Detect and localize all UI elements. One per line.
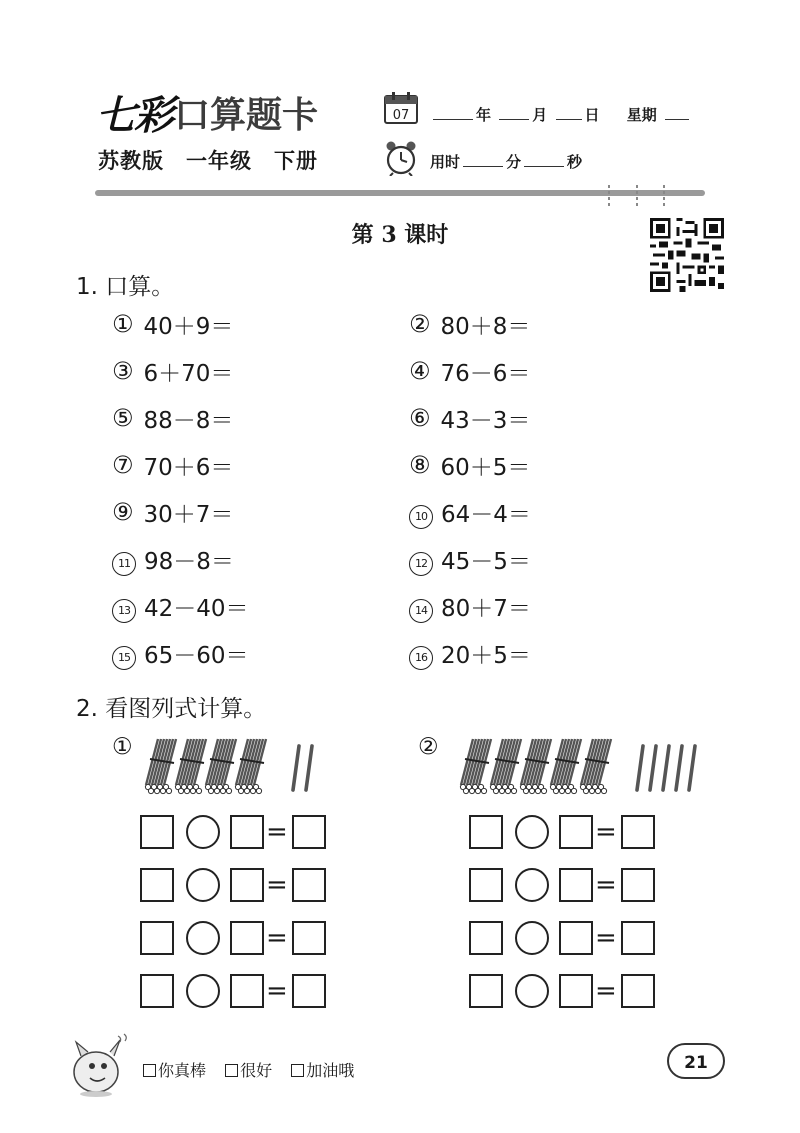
problem-item — [409, 594, 531, 624]
equals-sign: = — [266, 976, 288, 1006]
month-blank[interactable] — [499, 105, 529, 120]
problem-item — [409, 500, 531, 530]
problem-index: 13 — [112, 599, 136, 623]
operator-circle[interactable] — [515, 921, 549, 955]
month-label: 月 — [532, 106, 548, 124]
problem-index: 12 — [409, 552, 433, 576]
problem-index: ⑤ — [112, 404, 134, 432]
answer-box[interactable] — [140, 815, 174, 849]
answer-box[interactable] — [469, 921, 503, 955]
problem-expression: 30＋7＝ — [143, 502, 234, 528]
problem-expression: 43－3＝ — [440, 408, 531, 434]
problem-index: ⑦ — [112, 451, 134, 479]
equals-sign: = — [595, 870, 617, 900]
operator-circle[interactable] — [186, 921, 220, 955]
calendar-icon — [383, 91, 419, 125]
problem-item — [409, 641, 531, 671]
problem-index: ④ — [409, 357, 431, 385]
problem-expression: 70＋6＝ — [143, 455, 234, 481]
problem-index: ③ — [112, 357, 134, 385]
page-number: 21 — [667, 1043, 725, 1079]
problem-item — [112, 312, 233, 342]
result-box[interactable] — [621, 974, 655, 1008]
part-index: ② — [418, 734, 439, 760]
single-stick-icon — [660, 744, 672, 792]
answer-box[interactable] — [140, 921, 174, 955]
problem-index: ① — [112, 310, 134, 338]
qr-code-icon — [650, 218, 724, 292]
problem-index: ⑥ — [409, 404, 431, 432]
time-fields — [430, 151, 582, 172]
operator-circle[interactable] — [515, 815, 549, 849]
problem-index: ② — [409, 310, 431, 338]
part-index: ① — [112, 734, 133, 760]
problem-index: ⑨ — [112, 498, 134, 526]
section-1-title: 1. 口算。 — [76, 274, 175, 300]
eval-option[interactable] — [143, 1061, 206, 1080]
minutes-blank[interactable] — [463, 152, 503, 167]
answer-box[interactable] — [559, 974, 593, 1008]
answer-box[interactable] — [469, 868, 503, 902]
single-stick-icon — [303, 744, 315, 792]
equals-sign: = — [266, 870, 288, 900]
problem-item — [112, 453, 233, 483]
problem-expression: 64－4＝ — [441, 502, 531, 528]
eval-label: 你真棒 — [158, 1061, 207, 1080]
answer-box[interactable] — [230, 974, 264, 1008]
seconds-blank[interactable] — [524, 152, 564, 167]
problem-item — [112, 359, 233, 389]
brand-logo — [96, 92, 318, 138]
equals-sign: = — [595, 976, 617, 1006]
alarm-clock-icon — [383, 140, 419, 176]
time-used-label: 用时 — [430, 153, 461, 171]
mascot-icon — [66, 1030, 134, 1098]
result-box[interactable] — [292, 974, 326, 1008]
answer-box[interactable] — [559, 815, 593, 849]
equals-sign: = — [266, 923, 288, 953]
problem-expression: 65－60＝ — [144, 643, 249, 669]
problem-item — [409, 359, 530, 389]
problem-item — [409, 547, 531, 577]
header-divider — [95, 190, 705, 196]
problem-expression: 98－8＝ — [144, 549, 234, 575]
result-box[interactable] — [621, 921, 655, 955]
checkbox[interactable] — [291, 1064, 304, 1077]
problem-item — [409, 406, 530, 436]
answer-box[interactable] — [469, 974, 503, 1008]
problem-index: 16 — [409, 646, 433, 670]
year-blank[interactable] — [433, 105, 473, 120]
problem-expression: 20＋5＝ — [441, 643, 531, 669]
checkbox[interactable] — [143, 1064, 156, 1077]
problem-item — [409, 453, 530, 483]
eval-label: 很好 — [240, 1061, 273, 1080]
single-stick-icon — [673, 744, 685, 792]
problem-expression: 42－40＝ — [144, 596, 249, 622]
section-2-title: 2. 看图列式计算。 — [76, 696, 267, 722]
answer-box[interactable] — [469, 815, 503, 849]
problem-index: 14 — [409, 599, 433, 623]
stick-bundle-icon — [577, 735, 617, 795]
answer-box[interactable] — [230, 868, 264, 902]
single-stick-icon — [290, 744, 302, 792]
eval-option[interactable] — [225, 1061, 272, 1080]
operator-circle[interactable] — [186, 815, 220, 849]
problem-expression: 6＋70＝ — [143, 361, 234, 387]
seconds-label: 秒 — [567, 153, 583, 171]
divider-knot — [607, 185, 611, 207]
result-box[interactable] — [621, 815, 655, 849]
self-evaluation — [143, 1058, 368, 1081]
day-label: 日 — [584, 106, 600, 124]
single-stick-icon — [634, 744, 646, 792]
result-box[interactable] — [292, 815, 326, 849]
lesson-title: 第 3 课时 — [351, 222, 449, 248]
single-stick-icon — [647, 744, 659, 792]
result-box[interactable] — [621, 868, 655, 902]
operator-circle[interactable] — [515, 868, 549, 902]
weekday-blank[interactable] — [665, 105, 689, 120]
minutes-label: 分 — [506, 153, 522, 171]
answer-box[interactable] — [230, 815, 264, 849]
operator-circle[interactable] — [186, 868, 220, 902]
eval-option[interactable] — [291, 1061, 354, 1080]
brand-qicai: 七彩 — [96, 92, 172, 139]
answer-box[interactable] — [140, 868, 174, 902]
problem-item — [112, 500, 233, 530]
problem-item — [409, 312, 530, 342]
problem-expression: 80＋7＝ — [441, 596, 531, 622]
brand-title: 口算题卡 — [174, 95, 319, 136]
year-label: 年 — [476, 106, 492, 124]
problem-expression: 76－6＝ — [440, 361, 531, 387]
edition-label: 苏教版 一年级 下册 — [98, 149, 318, 173]
equals-sign: = — [595, 923, 617, 953]
problem-expression: 88－8＝ — [143, 408, 234, 434]
single-stick-icon — [686, 744, 698, 792]
problem-index: 10 — [409, 505, 433, 529]
eval-label: 加油哦 — [306, 1061, 355, 1080]
equals-sign: = — [595, 817, 617, 847]
checkbox[interactable] — [225, 1064, 238, 1077]
problem-item — [112, 547, 234, 577]
problem-item — [112, 406, 233, 436]
divider-knot — [635, 185, 639, 207]
problem-index: 15 — [112, 646, 136, 670]
operator-circle[interactable] — [515, 974, 549, 1008]
answer-box[interactable] — [140, 974, 174, 1008]
operator-circle[interactable] — [186, 974, 220, 1008]
date-fields — [430, 104, 692, 125]
problem-expression: 80＋8＝ — [440, 314, 531, 340]
weekday-label: 星期 — [626, 106, 657, 124]
problem-item — [112, 594, 249, 624]
divider-knot — [662, 185, 666, 207]
day-blank[interactable] — [556, 105, 582, 120]
problem-item — [112, 641, 249, 671]
calendar-day: 07 — [392, 108, 410, 123]
answer-box[interactable] — [559, 921, 593, 955]
problem-expression: 45－5＝ — [441, 549, 531, 575]
result-box[interactable] — [292, 921, 326, 955]
equals-sign: = — [266, 817, 288, 847]
problem-expression: 60＋5＝ — [440, 455, 531, 481]
problem-expression: 40＋9＝ — [143, 314, 234, 340]
problem-index: ⑧ — [409, 451, 431, 479]
stick-bundle-icon — [232, 735, 272, 795]
result-box[interactable] — [292, 868, 326, 902]
problem-index: 11 — [112, 552, 136, 576]
answer-box[interactable] — [559, 868, 593, 902]
answer-box[interactable] — [230, 921, 264, 955]
